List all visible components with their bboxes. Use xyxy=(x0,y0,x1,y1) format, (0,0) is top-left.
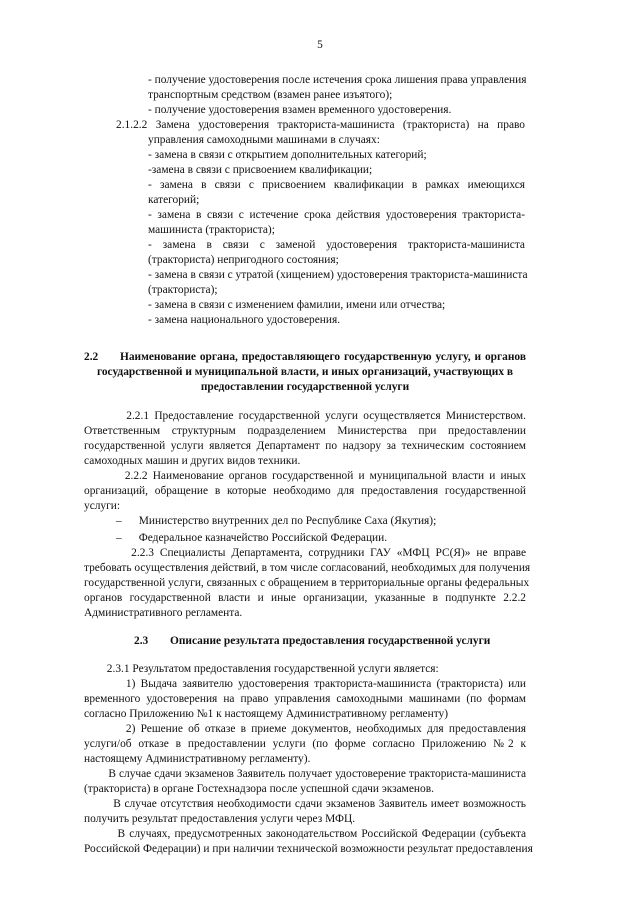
text-line: органов государственной власти и иные организации, указанные в подпункте 2.2.2 xyxy=(84,592,526,604)
text-line: 2.3 xyxy=(134,635,149,647)
text-line: (тракториста); xyxy=(148,284,218,296)
text-line: - замена в связи с заменой удостоверения тракториста-машиниста xyxy=(148,239,525,251)
text-line: В случае отсутствия необходимости сдачи экзаменов Заявитель имеет возможность xyxy=(84,798,526,810)
text-line: 2.2 xyxy=(84,351,99,363)
text-line: 2.2.2 Наименование органов государственной и муниципальной власти и иных xyxy=(84,470,526,482)
text-line: В случае сдачи экзаменов Заявитель получает удостоверение тракториста-машиниста xyxy=(84,768,526,780)
page-number: 5 xyxy=(317,39,323,51)
text-line: Наименование органа, предоставляющего государственную услугу, и органов xyxy=(120,351,526,363)
text-line: услуги/об отказе в предоставлении услуги (по форме согласно Приложению №2 к xyxy=(84,738,526,750)
text-line: Административного регламента. xyxy=(84,607,243,619)
text-line: согласно Приложению №1 к настоящему Административному регламенту) xyxy=(84,708,449,720)
text-line: – Министерство внутренних дел по Республике Саха (Якутия); xyxy=(116,515,437,527)
text-line: - замена в связи с истечение срока действия удостоверения тракториста- xyxy=(148,209,525,221)
text-line: - замена в связи с открытием дополнительных категорий; xyxy=(148,149,427,161)
text-line: самоходных машин и других видов техники. xyxy=(84,455,301,467)
text-line: временного удостоверения на право управления самоходными машинами (по формам xyxy=(84,693,526,705)
text-line: - получение удостоверения взамен временного удостоверения. xyxy=(148,104,452,116)
text-line: – Федеральное казначейство Российской Федерации. xyxy=(116,532,388,544)
text-line: - замена в связи с утратой (хищением) удостоверения тракториста-машиниста xyxy=(148,269,528,281)
text-line: организаций, обращение в которые необходимо для предоставления государственной xyxy=(84,485,526,497)
text-line: требовать осуществления действий, в том числе согласований, необходимых для получения xyxy=(84,562,531,574)
text-line: 1) Выдача заявителю удостоверения тракториста-машиниста (тракториста) или xyxy=(84,678,526,690)
text-line: 2.2.1 Предоставление государственной услуги осуществляется Министерством. xyxy=(84,410,526,422)
text-line: Ответственным структурным подразделением Министерства при предоставлении xyxy=(84,425,526,437)
text-line: государственной и муниципальной власти, и иных организаций, участвующих в xyxy=(96,366,514,378)
text-line: получить результат предоставления услуги через МФЦ. xyxy=(84,813,356,825)
text-line: (тракториста) непригодного состояния; xyxy=(148,254,339,266)
text-line: категорий; xyxy=(148,194,200,206)
text-line: 2) Решение об отказе в приеме документов, необходимых для предоставления xyxy=(84,723,526,735)
text-line: - получение удостоверения после истечения срока лишения права управления xyxy=(148,74,527,86)
text-line: 2.1.2.2 Замена удостоверения тракториста-машиниста (тракториста) на право xyxy=(116,119,525,131)
text-line: - замена в связи с изменением фамилии, имени или отчества; xyxy=(148,299,446,311)
text-line: услуги: xyxy=(84,500,121,512)
text-line: 2.3.1 Результатом предоставления государственной услуги является: xyxy=(84,663,439,675)
text-line: машиниста (тракториста); xyxy=(148,224,275,236)
text-line: 2.2.3 Специалисты Департамента, сотрудники ГАУ «МФЦ РС(Я)» не вправе xyxy=(84,547,526,559)
text-line: государственной услуги, связанных с обращением в территориальные органы федеральных xyxy=(84,577,530,589)
text-line: Описание результата предоставления государственной услуги xyxy=(170,635,491,647)
text-line: -замена в связи с присвоением квалификации; xyxy=(148,164,373,176)
text-line: (тракториста) в органе Гостехнадзора после успешной сдачи экзаменов. xyxy=(84,783,434,795)
text-line: государственной услуги является Департамент по надзору за техническим состоянием xyxy=(84,440,526,452)
text-line: В случаях, предусмотренных законодательством Российской Федерации (субъекта xyxy=(84,828,526,840)
text-line: - замена в связи с присвоением квалификации в рамках имеющихся xyxy=(148,179,525,191)
text-line: предоставлении государственной услуги xyxy=(200,381,410,393)
text-line: Российской Федерации) и при наличии технической возможности результат предоставления xyxy=(84,843,533,855)
text-line: транспортным средством (взамен ранее изъятого); xyxy=(148,89,393,101)
text-line: - замена национального удостоверения. xyxy=(148,314,341,326)
text-line: настоящему Административному регламенту). xyxy=(84,753,311,765)
text-line: управления самоходными машинами в случаях: xyxy=(148,134,380,146)
